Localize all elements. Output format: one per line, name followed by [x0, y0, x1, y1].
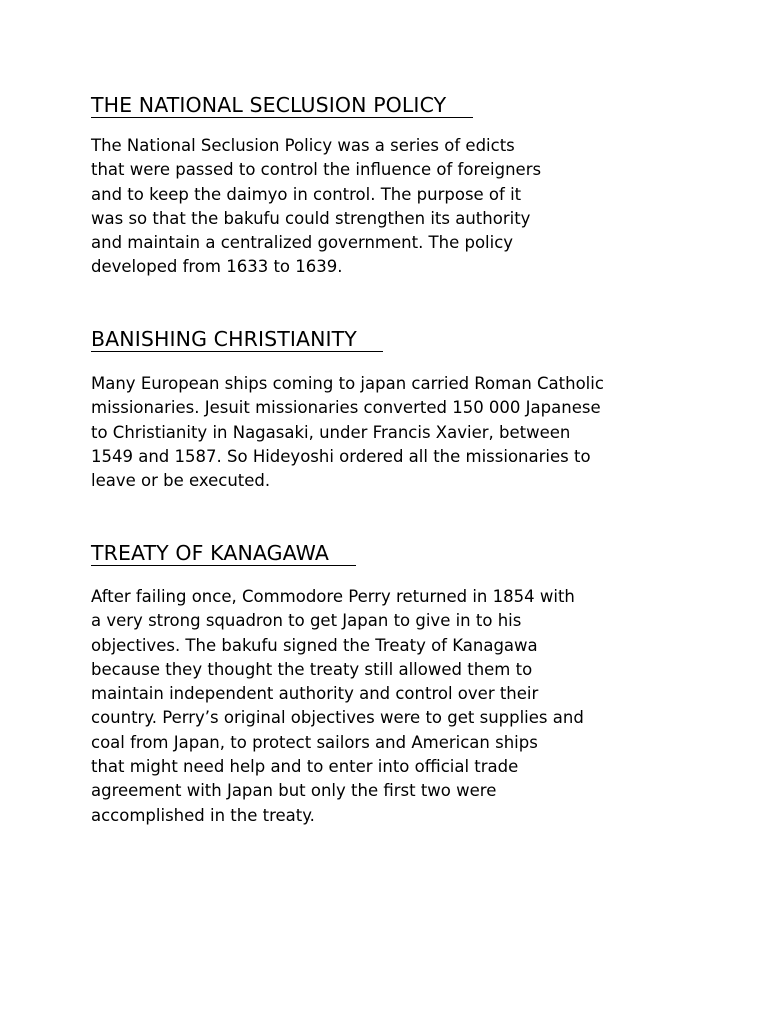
- section-paragraph: The National Seclusion Policy was a series of edicts that were passed to control the influence of foreigners and to keep the daimyo in control. The purpose of it was so that the bakufu could strengthen its authority and maintain a centralized government. The policy developed from 1633 to 1639.: [91, 136, 542, 277]
- section-national-seclusion-policy: [91, 93, 691, 280]
- section-heading: TREATY OF KANAGAWA: [91, 541, 356, 565]
- section-banishing-christianity: [91, 327, 691, 493]
- section-paragraph: After failing once, Commodore Perry returned in 1854 with a very strong squadron to get Japan to give in to his objectives. The bakufu signed the Treaty of Kanagawa because they thought the treaty still allowed them to maintain independent authority and control over their country. Perry’s original objectives were to get supplies and coal from Japan, to protect sailors and American ships that might need help and to enter into official trade agreement with Japan but only the first two were accomplished in the treaty.: [91, 587, 584, 825]
- section-heading: THE NATIONAL SECLUSION POLICY: [91, 93, 473, 117]
- section-paragraph: Many European ships coming to japan carried Roman Catholic missionaries. Jesuit missionaries converted 150 000 Japanese to Christianity in Nagasaki, under Francis Xavier, between 1549 and 1587. So Hideyoshi ordered all the missionaries to leave or be executed.: [91, 374, 604, 491]
- section-treaty-of-kanagawa: [91, 541, 691, 828]
- section-heading: BANISHING CHRISTIANITY: [91, 327, 384, 351]
